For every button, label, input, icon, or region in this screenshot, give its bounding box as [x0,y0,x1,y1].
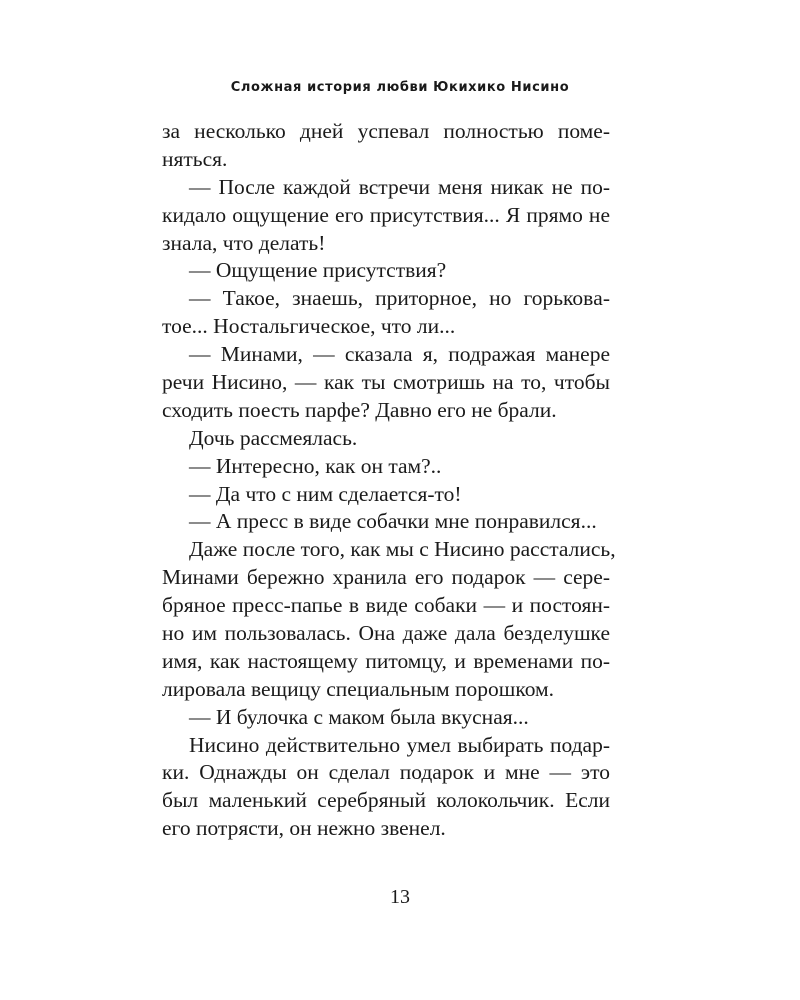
text-line: речи Нисино, — как ты смотришь на то, чтобы [162,370,610,395]
text-line: сходить поесть парфе? Давно его не брали. [162,397,557,422]
text-line: няться. [162,146,228,171]
body-text [162,118,616,843]
text-line: — Минами, — сказала я, подражая манере [189,342,610,367]
text-line: — Ощущение присутствия? [189,258,447,283]
running-head: Сложная история любви Юкихико Нисино [230,80,570,95]
text-line: Дочь рассмеялась. [189,425,358,450]
text-line: — После каждой встречи меня никак не по- [189,174,610,199]
text-line: лировала вещицу специальным порошком. [162,676,555,701]
text-line: Даже после того, как мы с Нисино расстались, [189,537,616,562]
text-line: но им пользовалась. Она даже дала безделушке [162,621,610,646]
text-line: — Интересно, как он там?.. [189,453,442,478]
text-line: кидало ощущение его присутствия... Я прямо не [162,202,610,227]
text-line: бряное пресс-папье в виде собаки — и постоян- [162,593,610,618]
text-line: — А пресс в виде собачки мне понравился... [189,509,597,534]
text-line: ки. Однажды он сделал подарок и мне — это [162,760,610,785]
text-line: Нисино действительно умел выбирать подар- [189,732,610,757]
text-line: его потрясти, он нежно звенел. [162,816,446,841]
text-line: знала, что делать! [162,230,326,255]
text-line: — И булочка с маком была вкусная... [189,704,529,729]
text-line: был маленький серебряный колокольчик. Если [162,788,610,813]
text-line: — Такое, знаешь, приторное, но горьковa- [189,286,610,311]
text-line: тое... Ностальгическое, что ли... [162,314,456,339]
text-line: имя, как настоящему питомцу, и временами по- [162,648,610,673]
text-line: Минами бережно хранила его подарок — сере- [162,565,610,590]
page-number: 13 [390,886,410,908]
text-line: за несколько дней успевал полностью поме- [162,119,610,143]
text-line: — Да что с ним сделается-то! [189,481,462,506]
